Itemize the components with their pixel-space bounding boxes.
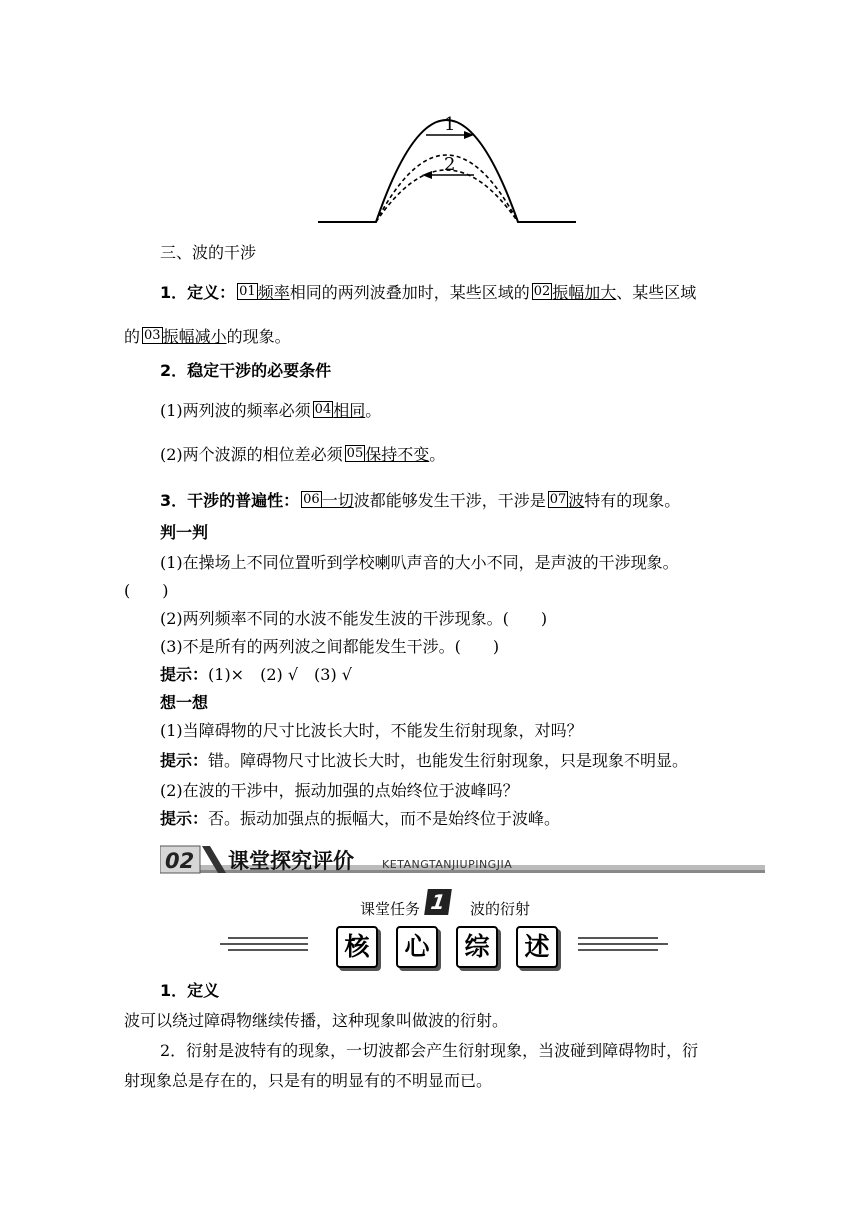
blank-answer: 相同 xyxy=(333,401,366,420)
diffraction-point-2-line-1: 2．衍射是波特有的现象，一切波都会产生衍射现象，当波碰到障碍物时，衍 xyxy=(160,1041,699,1060)
task-name: 波的衍射 xyxy=(470,900,531,918)
banner-pinyin: KETANGTANJIUPINGJIA xyxy=(382,858,513,871)
blank-number: 07 xyxy=(549,492,567,507)
wave-pulse-diagram xyxy=(316,98,578,230)
diffraction-def-title: 1．定义 xyxy=(160,981,220,1000)
blank-number: 03 xyxy=(144,328,161,343)
judge-question-1: (1)在操场上不同位置听到学校喇叭声音的大小不同，是声波的干涉现象。 xyxy=(160,553,679,572)
section-title: 三、波的干涉 xyxy=(160,243,257,262)
blank-answer: 振幅减小 xyxy=(162,327,227,346)
review-char-box: 述 xyxy=(516,926,558,968)
blank-number: 01 xyxy=(239,284,256,299)
blank-answer: 振幅加大 xyxy=(552,283,617,302)
decor-line-left xyxy=(220,943,308,945)
banner-title: 课堂探究评价 xyxy=(228,849,354,873)
blank-answer: 波 xyxy=(568,491,585,510)
condition-2: (2)两个波源的相位差必须 05 保持不变。 xyxy=(160,445,446,464)
task-number-badge: 1 xyxy=(424,889,452,915)
review-char-box: 综 xyxy=(456,926,498,968)
judge-hint: 提示：(1)× (2) √ (3) √ xyxy=(160,665,352,684)
banner-number: 02 xyxy=(165,849,195,873)
definition-line-2: 的 03 振幅减小的现象。 xyxy=(124,327,291,346)
think-title: 想一想 xyxy=(160,693,209,712)
blank-number: 06 xyxy=(303,492,320,507)
blank-answer: 频率 xyxy=(257,283,290,302)
decor-line-right xyxy=(578,937,658,939)
decor-line-left xyxy=(228,937,308,939)
judge-question-2: (2)两列频率不同的水波不能发生波的干涉现象。( ) xyxy=(160,609,548,628)
diffraction-definition: 波可以绕过障碍物继续传播，这种现象叫做波的衍射。 xyxy=(124,1011,509,1030)
blank-number: 04 xyxy=(314,402,332,417)
blank-number: 02 xyxy=(533,284,551,299)
judge-question-3: (3)不是所有的两列波之间都能发生干涉。( ) xyxy=(160,637,500,656)
blank-answer: 一切 xyxy=(321,491,354,510)
think-hint-2: 提示：否。振动加强点的振幅大，而不是始终位于波峰。 xyxy=(160,809,561,828)
blank-answer: 保持不变 xyxy=(365,445,430,464)
universality-line: 3．干涉的普遍性： 06 一切波都能够发生干涉，干涉是 07 波特有的现象。 xyxy=(160,491,681,510)
blank-number: 05 xyxy=(346,446,364,461)
section-banner xyxy=(160,843,765,877)
think-question-1: (1)当障碍物的尺寸比波长大时，不能发生衍射现象，对吗？ xyxy=(160,721,583,740)
decor-line-right xyxy=(578,943,668,945)
task-label: 课堂任务 xyxy=(360,900,421,918)
arrow-right-head xyxy=(464,131,474,139)
diffraction-point-2-line-2: 射现象总是存在的，只是有的明显有的不明显而已。 xyxy=(124,1071,493,1090)
condition-1: (1)两列波的频率必须 04 相同。 xyxy=(160,401,382,420)
decor-line-left xyxy=(228,949,308,951)
review-char-box: 心 xyxy=(396,926,438,968)
judge-question-1-bracket: ( ) xyxy=(124,581,169,600)
conditions-title: 2．稳定干涉的必要条件 xyxy=(160,361,332,380)
diagram-label-2: 2 xyxy=(444,154,456,175)
wave-pulse-dashed-inner xyxy=(376,170,518,222)
arrow-left-head xyxy=(422,171,432,179)
diagram-label-1: 1 xyxy=(444,114,456,135)
judge-title: 判一判 xyxy=(160,523,209,542)
think-question-2: (2)在波的干涉中，振动加强的点始终位于波峰吗？ xyxy=(160,781,519,800)
decor-line-right xyxy=(578,949,658,951)
definition-line-1: 1．定义： 01 频率相同的两列波叠加时，某些区域的 02 振幅加大、某些区域 xyxy=(160,283,697,302)
review-char-box: 核 xyxy=(336,926,378,968)
think-hint-1: 提示：错。障碍物尺寸比波长大时，也能发生衍射现象，只是现象不明显。 xyxy=(160,751,689,770)
